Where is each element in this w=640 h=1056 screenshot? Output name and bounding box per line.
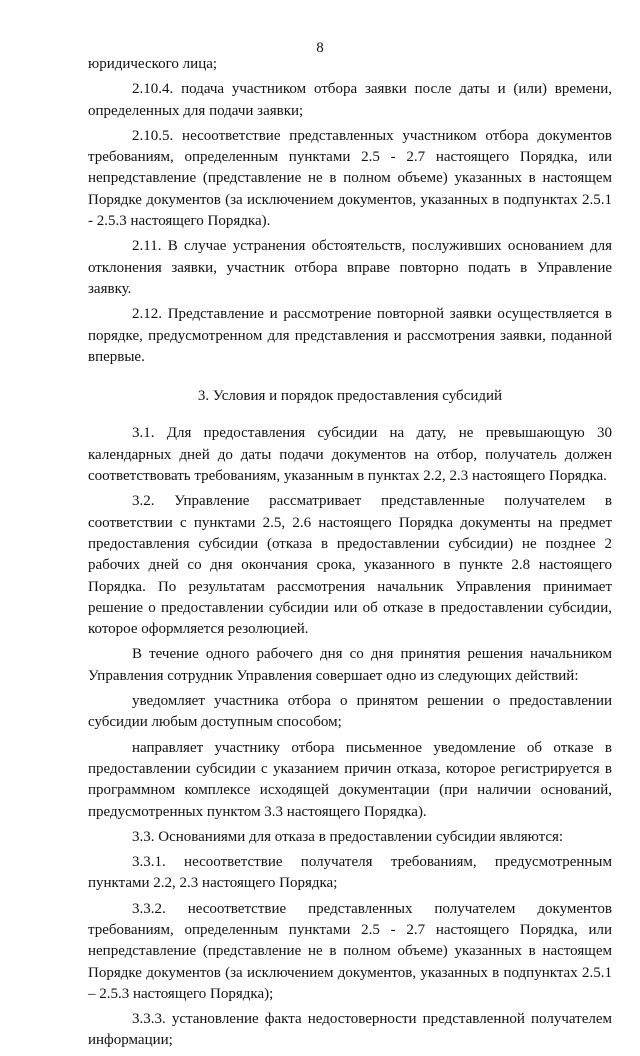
page-number: 8 <box>316 40 324 56</box>
paragraph: юридического лица; <box>88 56 218 72</box>
paragraph: 2.12. Представление и рассмотрение повторной заявки осуществляется в порядке, предусмотренном для представления и рассмотрения заявки, поданной впервые. <box>88 306 612 365</box>
paragraph: 3.1. Для предоставления субсидии на дату, не превышающую 30 календарных дней до даты подачи документов на отбор, получатель должен соответствовать требованиям, указанным в пунктах 2.2, 2.3 настоящего Порядка. <box>88 425 612 485</box>
paragraph: 3.2. Управление рассматривает представленные получателем в соответствии с пунктами 2.5, 2.6 настоящего Порядка документы на предмет предоставления субсидии (отказа в предоставлении субсидии) не позднее 2 рабочих дней со дня окончания срока, указанного в пункте 2.8 настоящего Порядка. По результатам рассмотрения начальник Управления принимает решение о предоставлении субсидии или об отказе в предоставлении субсидии, которое оформляется резолюцией. <box>88 493 612 638</box>
paragraph-group-section-3 <box>88 423 612 1051</box>
paragraph: 2.10.4. подача участником отбора заявки после даты и (или) времени, определенных для подачи заявки; <box>88 81 612 119</box>
paragraph: В течение одного рабочего дня со дня принятия решения начальником Управления сотрудник Управления совершает одно из следующих действий: <box>88 646 612 684</box>
paragraph: 3.3. Основаниями для отказа в предоставлении субсидии являются: <box>132 828 564 845</box>
paragraph: 3.3.2. несоответствие представленных получателем документов требованиям, определенным пунктами 2.5 - 2.7 настоящего Порядка, или непредставление (представление не в полном объеме) указанных в настоящем Порядке документов (за исключением документов, указанных в подпунктах 2.5.1 – 2.5.3 настоящего Порядка); <box>88 900 612 1002</box>
paragraph: 2.11. В случае устранения обстоятельств, послуживших основанием для отклонения заявки, участник отбора вправе повторно подать в Управление заявку. <box>88 238 612 297</box>
paragraph: уведомляет участника отбора о принятом решении о предоставлении субсидии любым доступным способом; <box>88 693 612 731</box>
paragraph: 3.3.3. установление факта недостоверности представленной получателем информации; <box>88 1011 612 1049</box>
paragraph: 2.10.5. несоответствие представленных участником отбора документов требованиям, определенным пунктами 2.5 - 2.7 настоящего Порядка, или непредставление (представление не в полном объеме) указанных в настоящем Порядке документов (за исключением документов, указанных в подпунктах 2.5.1 - 2.5.3 настоящего Порядка). <box>88 127 612 230</box>
document-body <box>88 54 612 1056</box>
section-title: 3. Условия и порядок предоставления субсидий <box>197 388 503 405</box>
paragraph: 3.3.1. несоответствие получателя требованиям, предусмотренным пунктами 2.2, 2.3 настоящего Порядка; <box>88 854 612 892</box>
paragraph-group-section-2 <box>88 54 612 368</box>
paragraph: направляет участнику отбора письменное уведомление об отказе в предоставлении субсидии с указанием причин отказа, которое регистрируется в программном комплексе исходящей документации (при наличии оснований, предусмотренных пунктом 3.3 настоящего Порядка). <box>88 739 612 820</box>
